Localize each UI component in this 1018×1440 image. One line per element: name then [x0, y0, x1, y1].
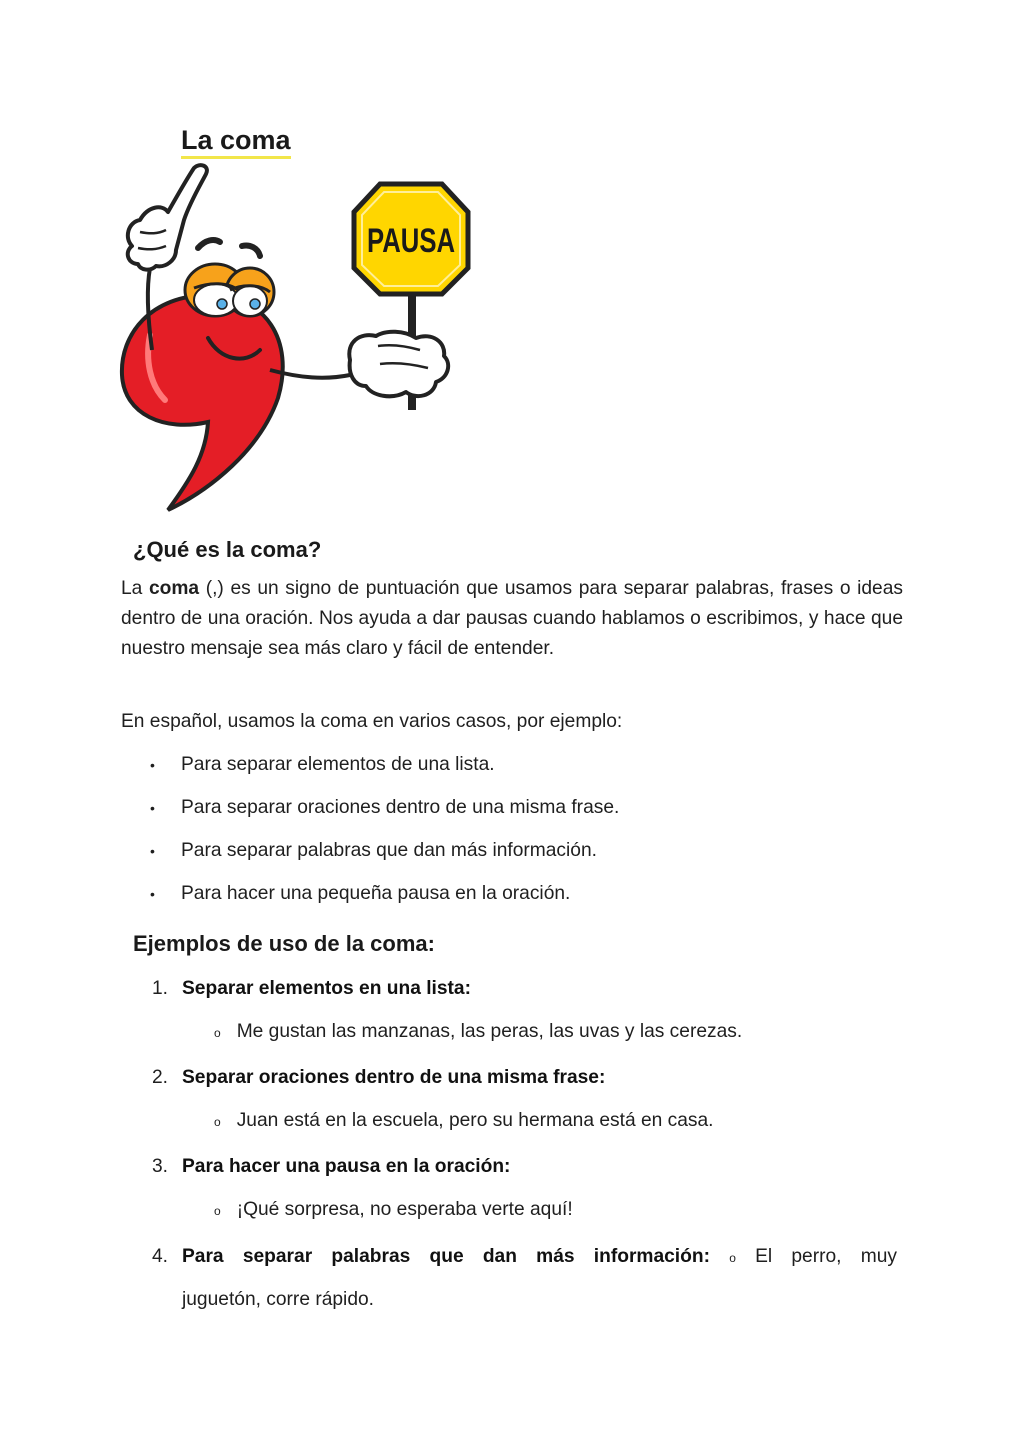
- example-title: Separar elementos en una lista:: [182, 978, 471, 999]
- example-number: 4.: [152, 1246, 169, 1267]
- example-title: Separar oraciones dentro de una misma frase:: [182, 1067, 606, 1088]
- list-item: • Para separar oraciones dentro de una misma frase.: [148, 793, 619, 836]
- bullet-icon: •: [150, 843, 155, 859]
- example-sentence-start: El perro, muy: [755, 1246, 897, 1267]
- list-item: • Para hacer una pequeña pausa en la oración.: [148, 879, 619, 922]
- list-item: • Para separar elementos de una lista.: [148, 750, 619, 793]
- circle-bullet-icon: o: [729, 1251, 736, 1265]
- eyes: [185, 264, 274, 316]
- section-heading-examples: Ejemplos de uso de la coma:: [133, 931, 435, 956]
- example-sentence-end: juguetón, corre rápido.: [182, 1289, 374, 1310]
- section-heading-what: ¿Qué es la coma?: [133, 537, 322, 562]
- example-sentence: o Juan está en la escuela, pero su hermana está en casa.: [214, 1110, 714, 1131]
- example-title: Para hacer una pausa en la oración:: [182, 1156, 511, 1177]
- example-number: 3.: [152, 1156, 169, 1177]
- stop-sign-icon: [354, 184, 468, 294]
- bullet-icon: •: [150, 757, 155, 773]
- definition-paragraph: La coma (,) es un signo de puntuación que usamos para separar palabras, frases o ideas dentro de una oración. Nos ayuda a dar pausas cuando hablamos o escribimos, y hace que nuestro mensaje sea más claro y fácil de entender.: [121, 578, 903, 659]
- example-sentence: o ¡Qué sorpresa, no esperaba verte aquí!: [214, 1199, 573, 1220]
- example-sentence: o Me gustan las manzanas, las peras, las uvas y las cerezas.: [214, 1021, 743, 1042]
- circle-bullet-icon: o: [214, 1204, 221, 1218]
- example-title: Para separar palabras que dan más información:: [182, 1246, 710, 1267]
- circle-bullet-icon: o: [214, 1026, 221, 1040]
- bullet-icon: •: [150, 886, 155, 902]
- page-title: La coma: [181, 124, 291, 159]
- holding-hand-icon: [349, 332, 448, 397]
- usage-list: [148, 750, 619, 922]
- bullet-icon: •: [150, 800, 155, 816]
- example-title-line: [182, 1242, 897, 1273]
- circle-bullet-icon: o: [214, 1115, 221, 1129]
- intro-paragraph: En español, usamos la coma en varios casos, por ejemplo:: [121, 711, 623, 732]
- list-item: • Para separar palabras que dan más información.: [148, 836, 619, 879]
- sign-text: PAUSA: [367, 222, 455, 260]
- example-number: 1.: [152, 978, 169, 999]
- definition-term: coma: [148, 578, 200, 599]
- comma-pausa-illustration: [110, 160, 480, 520]
- example-number: 2.: [152, 1067, 169, 1088]
- pointing-hand-icon: [128, 165, 207, 270]
- comma-character-icon: [122, 240, 350, 510]
